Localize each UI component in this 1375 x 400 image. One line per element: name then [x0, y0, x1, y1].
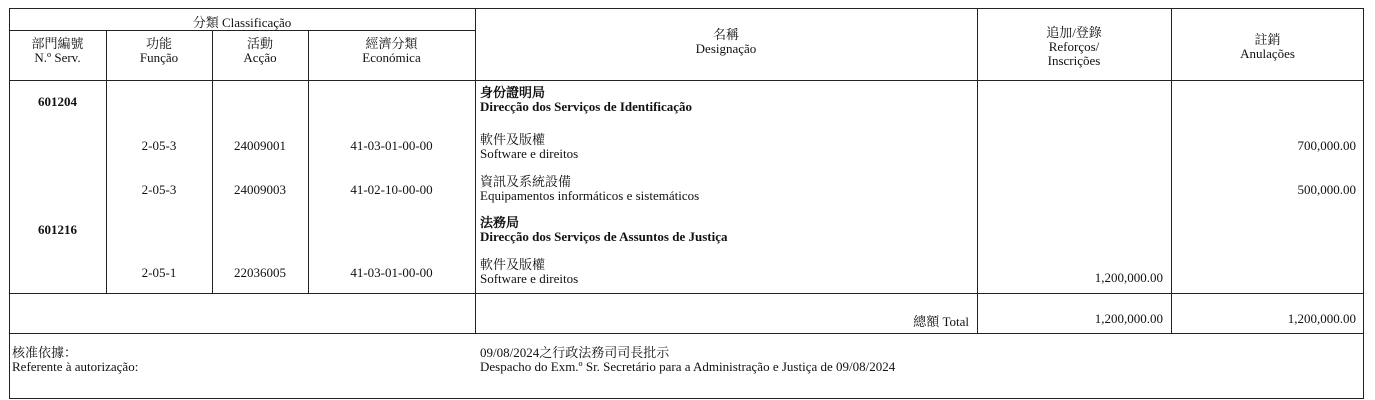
act-header-zh: 活動	[246, 36, 273, 51]
func-header-zh: 功能	[145, 36, 172, 51]
authorization-text	[480, 346, 1350, 374]
row-0-name-zh: 身份證明局	[480, 85, 546, 100]
act-header	[212, 37, 308, 65]
row-3-name-zh: 法務局	[480, 215, 520, 230]
dept-header-pt: N.º Serv.	[34, 50, 81, 65]
authorization-label-pt: Referente à autorização:	[12, 359, 139, 374]
row-0-dept: 601204	[38, 94, 77, 109]
row-2-econ: 41-02-10-00-00	[350, 182, 433, 197]
econ-header-pt: Económica	[362, 50, 421, 65]
authorization-label	[12, 346, 462, 374]
econ-header	[308, 37, 475, 65]
dept-header	[9, 37, 106, 65]
row-4-name	[480, 258, 975, 286]
row-1-cancel: 700,000.00	[1297, 138, 1356, 153]
add-header-zh: 追加/登錄	[1046, 25, 1102, 40]
col-line-3	[308, 30, 309, 293]
classification-header: 分類 Classificação	[192, 15, 292, 30]
row-0-name	[480, 86, 975, 114]
col-line-1	[106, 30, 107, 293]
row-1-name-zh: 軟件及版權	[480, 132, 546, 147]
table-border-top	[9, 8, 1364, 9]
econ-header-zh: 經濟分類	[365, 36, 418, 51]
row-2-cancel: 500,000.00	[1297, 182, 1356, 197]
add-header-pt2: Inscrições	[1047, 53, 1101, 68]
col-line-2	[212, 30, 213, 293]
cancel-header-zh: 註銷	[1254, 32, 1281, 47]
row-3-dept: 601216	[38, 222, 77, 237]
row-3-name	[480, 216, 975, 244]
row-1-func: 2-05-3	[141, 138, 177, 153]
row-1-name	[480, 133, 975, 161]
name-header	[475, 28, 977, 56]
row-4-add: 1,200,000.00	[1094, 270, 1163, 285]
table-border-right	[1363, 8, 1364, 398]
dept-header-zh: 部門編號	[31, 36, 84, 51]
row-2-act: 24009003	[234, 182, 286, 197]
name-header-zh: 名稱	[712, 27, 739, 42]
total-label: 總額 Total	[913, 314, 969, 329]
row-2-name	[480, 175, 975, 203]
row-1-econ: 41-03-01-00-00	[350, 138, 433, 153]
func-header-pt: Função	[139, 50, 179, 65]
act-header-pt: Acção	[243, 50, 277, 65]
authorization-text-zh: 09/08/2024之行政法務司司長批示	[480, 345, 670, 360]
row-1-name-pt: Software e direitos	[480, 146, 579, 161]
row-2-name-zh: 資訊及系統設備	[480, 174, 572, 189]
row-2-func: 2-05-3	[141, 182, 177, 197]
table-border-left	[9, 8, 10, 398]
row-4-econ: 41-03-01-00-00	[350, 265, 433, 280]
total-bottom-line	[9, 333, 1364, 334]
authorization-label-zh: 核准依據：	[12, 345, 78, 360]
row-4-act: 22036005	[234, 265, 286, 280]
cancel-header	[1171, 33, 1364, 61]
total-add: 1,200,000.00	[1094, 311, 1163, 326]
total-cancel: 1,200,000.00	[1287, 311, 1356, 326]
cancel-header-pt: Anulações	[1240, 46, 1295, 61]
total-top-line	[9, 293, 1364, 294]
add-header	[977, 26, 1171, 68]
col-line-4	[475, 8, 476, 333]
row-1-act: 24009001	[234, 138, 286, 153]
row-2-name-pt: Equipamentos informáticos e sistemáticos	[480, 188, 700, 203]
row-4-name-zh: 軟件及版權	[480, 257, 546, 272]
table-border-bottom	[9, 398, 1364, 399]
row-4-func: 2-05-1	[141, 265, 177, 280]
row-3-name-pt: Direcção dos Serviços de Assuntos de Justiça	[480, 229, 728, 244]
authorization-text-pt: Despacho do Exm.º Sr. Secretário para a Administração e Justiça de 09/08/2024	[480, 359, 896, 374]
func-header	[106, 37, 212, 65]
add-header-pt1: Reforços/	[1048, 39, 1100, 54]
row-0-name-pt: Direcção dos Serviços de Identificação	[480, 99, 693, 114]
name-header-pt: Designação	[695, 41, 757, 56]
row-4-name-pt: Software e direitos	[480, 271, 579, 286]
